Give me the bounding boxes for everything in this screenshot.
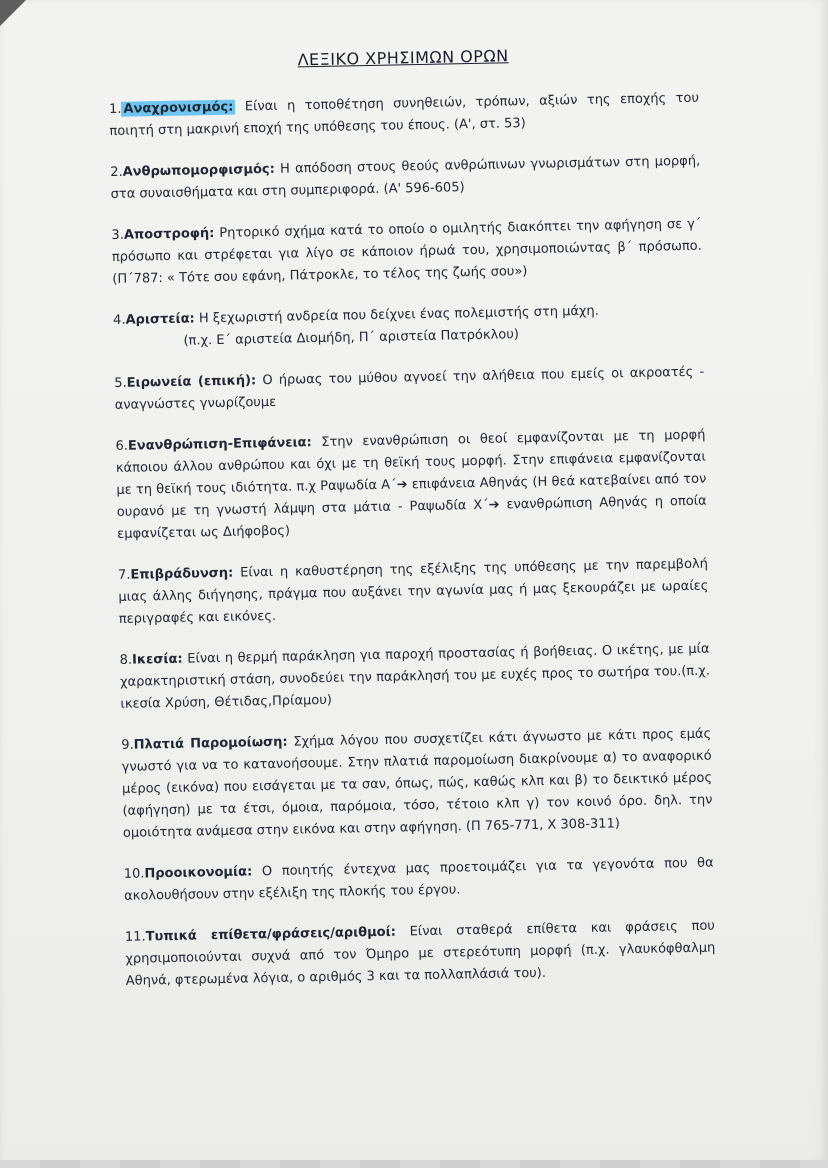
entry-number: 9. (121, 737, 134, 753)
entry-term: Τυπικά επίθετα/φράσεις/αριθμοί: (145, 924, 397, 945)
entry-number: 2. (110, 164, 123, 180)
entry-9 (121, 724, 713, 845)
entry-number: 4. (112, 312, 126, 328)
entry-term: Ειρωνεία (επική): (126, 373, 257, 391)
entry-1 (109, 88, 700, 143)
entry-number: 7. (117, 567, 131, 583)
entry-4 (113, 299, 704, 354)
entry-number: 3. (111, 227, 125, 243)
entry-text: Η απόδοση στους θεούς ανθρώπινων γνωρισμάτων στη μορφή, στα συναισθήματα και στη συμπεριφορά. (Α' 596-605) (110, 153, 701, 202)
entry-number: 8. (119, 652, 133, 668)
entry-term: Ικεσία: (131, 651, 183, 668)
glossary-content (108, 43, 716, 1012)
entry-text: Ο ήρωας του μύθου αγνοεί την αλήθεια που εμείς οι ακροατές - αναγνώστες γνωρίζουμε (114, 364, 705, 413)
entry-term: Αποστροφή: (123, 225, 215, 243)
entry-number: 6. (115, 438, 129, 454)
folded-corner (0, 0, 26, 26)
entry-text: Είναι η θερμή παράκληση για παροχή προστασίας ή βοήθειας. Ο ικέτης, με μία χαρακτηριστική στάση, συνοδεύει την παράκλησή του με ευχές προς το σωτήρα του.(π.χ. ικεσία Χρύση, Θέτιδας,Πρίαμου) (119, 641, 711, 712)
entry-3 (111, 214, 702, 291)
entry-term-highlighted: Αναχρονισμός: (123, 99, 234, 117)
entry-6 (115, 425, 707, 546)
entry-8 (119, 639, 710, 716)
page-title: ΛΕΞΙΚΟ ΧΡΗΣΙΜΩΝ ΟΡΩΝ (297, 46, 509, 70)
entry-text: Είναι σταθερά επίθετα και φράσεις που χρησιμοποιούνται συχνά από τον Όμηρο με στερεότυπη μορφή (π.χ. γλαυκόφθαλμη Αθηνά, φτερωμένα λόγια, ο αριθμός 3 και τα πολλαπλάσιά του). (125, 918, 716, 989)
entry-example: (π.χ. Ε΄ αριστεία Διομήδη, Π΄ αριστεία Πατρόκλου) (183, 327, 519, 349)
entry-text: Είναι η καθυστέρηση της εξέλιξης της υπόθεσης με την παρεμβολή μιας άλλης διήγησης, πράγμα που αυξάνει την αγωνία μας ή μας ξεκουράζει με ωραίες περιγραφές και εικόνες. (118, 556, 709, 627)
entry-number: 1. (108, 101, 122, 117)
page-bottom-edge (0, 1160, 828, 1168)
entry-term: Πλατιά Παρομοίωση: (133, 734, 288, 753)
entry-text: Είναι η τοποθέτηση συνηθειών, τρόπων, αξιών της εποχής του ποιητή στη μακρινή εποχή της υπόθεσης του έπους. (Α', στ. 53) (109, 90, 700, 139)
entry-term: Προοικονομία: (144, 864, 253, 882)
entry-text: Ρητορικό σχήμα κατά το οποίο ο ομιλητής διακόπτει την αφήγηση σε γ΄ πρόσωπο και στρέφεται για λίγο σε κάποιον ήρωά του, χρησιμοποιώντας β΄ πρόσωπο. (Π΄787: « Τότε σου εφάνη, Πάτροκλε, το τέλος της ζωής σου») (111, 216, 702, 287)
entry-10 (124, 853, 715, 908)
entry-5 (114, 362, 705, 417)
entry-7 (118, 554, 709, 631)
entry-number: 11. (124, 929, 146, 945)
entry-number: 10. (123, 866, 145, 882)
entry-11 (125, 916, 716, 993)
entry-text: Ο ποιητής έντεχνα μας προετοιμάζει για τα γεγονότα που θα ακολουθήσουν στην εξέλιξη της πλοκής του έργου. (124, 855, 714, 904)
entry-2 (110, 151, 701, 206)
entry-text: Η ξεχωριστή ανδρεία που δείχνει ένας πολεμιστής στη μάχη. (194, 303, 599, 327)
entry-text: Σχήμα λόγου που συσχετίζει κάτι άγνωστο με κάτι προς εμάς γνωστό για να το κατανοήσουμε. Στην πλατιά παρομοίωση διακρίνουμε α) το αναφορικό μέρος (εικόνα) που εισάγεται με τα σαν, όπως, πώς, καθώς κλπ και β) το δεικτικό μέρος (αφήγηση) με τα έτσι, όμοια, παρόμοια, τόσο, τέτοιο κλπ γ) τον κοινό όρο. δηλ. την ομοιότητα ανάμεσα στην εικόνα και στην αφήγηση. (Π 765-771, Χ 308-311) (121, 726, 713, 841)
entry-term: Ανθρωπομορφισμός: (122, 161, 276, 180)
entry-text: Στην ενανθρώπιση οι θεοί εμφανίζονται με τη μορφή κάποιου άλλου ανθρώπου και όχι με τη θεϊκή τους μορφή. Στην επιφάνεια εμφανίζονται με τη θεϊκή τους ιδιότητα. π.χ Ραψωδία Α΄➔ επιφάνεια Αθηνάς (Η θεά κατεβαίνει από τον ουρανό με τη γνωστή λάμψη στα μάτια - Ραψωδία Χ΄➔ ενανθρώπιση Αθηνάς η οποία εμφανίζεται ως Διήφοβος) (115, 427, 707, 542)
entry-term: Αριστεία: (125, 311, 195, 328)
entry-term: Ενανθρώπιση-Επιφάνεια: (127, 435, 312, 454)
entry-number: 5. (114, 375, 127, 391)
entry-term: Επιβράδυνση: (130, 565, 234, 583)
